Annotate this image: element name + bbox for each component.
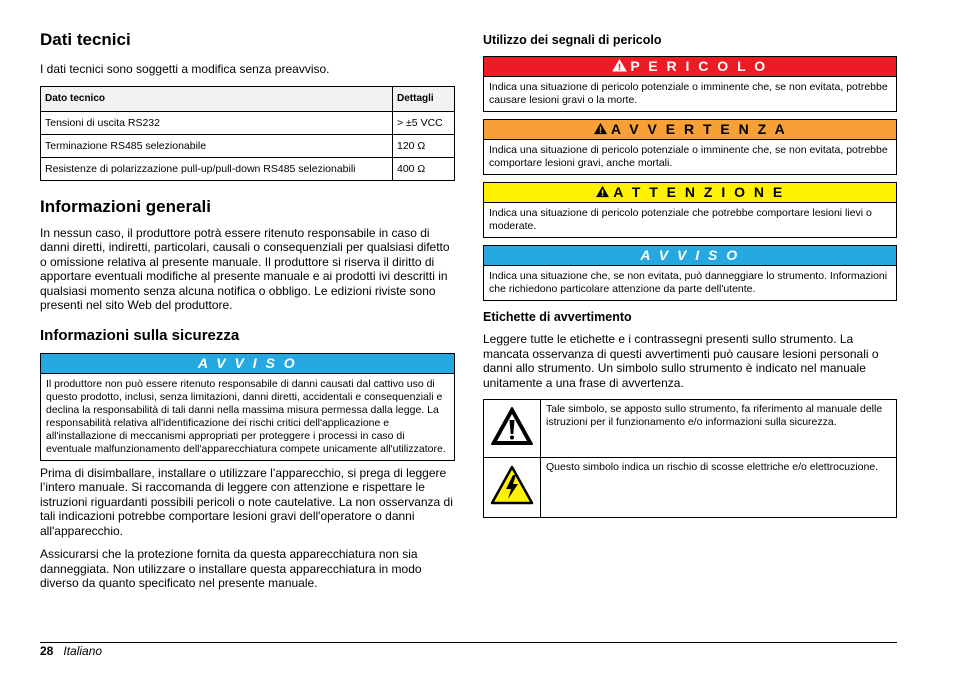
page-number: 28: [40, 644, 54, 658]
warning-header: [484, 120, 896, 140]
table-row: [41, 157, 455, 180]
notice-label-right: A V V I S O: [640, 247, 740, 263]
warning-labels-title: Etichette di avvertimento: [483, 310, 632, 324]
danger-label: P E R I C O L O: [630, 58, 768, 74]
spec-header-cell: Dato tecnico: [41, 86, 393, 111]
warning-labels-text: Leggere tutte le etichette e i contrassegni presenti sullo strumento. La mancata osservanza di questi avvertimenti può causare lesioni personali o danni allo strumento. Un simbolo sullo strumento è indicato nel manuale unitamente a una frase di avvertenza.: [483, 332, 879, 390]
table-row: [41, 134, 455, 157]
tech-specs-title: Dati tecnici: [40, 30, 131, 49]
symbol-icon-cell: [484, 458, 541, 518]
page-footer: [40, 644, 102, 658]
safety-info-title: Informazioni sulla sicurezza: [40, 326, 240, 344]
table-row: [484, 458, 897, 518]
footer-language: Italiano: [63, 644, 103, 658]
general-info-title: Informazioni generali: [40, 196, 211, 216]
symbol-description: Tale simbolo, se apposto sullo strumento, fa riferimento al manuale delle istruzioni per il funzionamento e/o informazioni sulla sicurezza.: [541, 400, 897, 458]
spec-table-header: [41, 86, 455, 111]
danger-text: Indica una situazione di pericolo potenziale o imminente che, se non evitata, potrebbe causare lesioni gravi o la morte.: [489, 81, 888, 106]
safety-paragraph-1: Prima di disimballare, installare o utilizzare l’apparecchio, si prega di leggere l’intero manuale. Si raccomanda di leggere con attenzione e rispettare le istruzioni riguardanti possibili pericoli o note cautelative. La non osservanza di tali indicazioni potrebbe comportare lesioni gravi dell'operatore o danni all'apparecchio.: [40, 465, 453, 538]
spec-cell: Resistenze di polarizzazione pull-up/pull-down RS485 selezionabili: [41, 157, 393, 180]
warning-text: Indica una situazione di pericolo potenziale o imminente che, se non evitata, potrebbe comportare lesioni gravi, anche mortali.: [489, 144, 888, 169]
caution-header: [484, 183, 896, 203]
spec-cell: > ±5 VCC: [393, 111, 455, 134]
notice-label: A V V I S O: [197, 354, 298, 371]
hazard-signals-title: Utilizzo dei segnali di pericolo: [483, 33, 662, 47]
spec-cell: Terminazione RS485 selezionabile: [41, 134, 393, 157]
safety-paragraph-2: Assicurarsi che la protezione fornita da questa apparecchiatura non sia danneggiata. Non utilizzare o installare questa apparecchiatura in modo diverso da quanto specificato nel presente manuale.: [40, 547, 422, 590]
table-row: [41, 111, 455, 134]
electric-shock-icon: [490, 465, 534, 505]
spec-cell: Tensioni di uscita RS232: [41, 111, 393, 134]
symbol-table: [483, 399, 897, 518]
warning-label: A V V E R T E N Z A: [610, 121, 788, 137]
symbol-description: Questo simbolo indica un rischio di scosse elettriche e/o elettrocuzione.: [541, 458, 897, 518]
table-row: [484, 400, 897, 458]
caution-box: [483, 182, 897, 238]
spec-table: [40, 86, 455, 181]
right-column: [483, 33, 897, 518]
warning-box: [483, 119, 897, 175]
notice-text: Il produttore non può essere ritenuto responsabile di danni causati dal cattivo uso di questo prodotto, inclusi, senza limitazioni, danni diretti, accidentali e consequenziali e declina la responsabilità di tali danni nella massima misura permessa dalla legge. La responsabilità relativa all'identificazione dei rischi critici dell'applicazione e all'installazione di meccanismi appropriati per proteggere i processi in caso di eventuale malfunzionamento dell'apparecchiatura compete unicamente all'utilizzatore.: [46, 377, 446, 455]
danger-header: [484, 57, 896, 77]
notice-header-right: [484, 246, 896, 266]
symbol-icon-cell: [484, 400, 541, 458]
caution-text: Indica una situazione di pericolo potenziale che potrebbe comportare lesioni lievi o moderate.: [489, 207, 872, 232]
warning-triangle-icon: [593, 122, 608, 135]
notice-box-right: [483, 245, 897, 301]
general-warning-icon: [490, 406, 534, 446]
notice-text-right: Indica una situazione che, se non evitata, può danneggiare lo strumento. Informazioni che richiedono particolare attenzione da parte dell'utente.: [489, 270, 888, 295]
warning-triangle-icon: [595, 185, 610, 198]
notice-box: [40, 353, 455, 461]
caution-label: A T T E N Z I O N E: [613, 184, 785, 200]
left-column: [40, 30, 455, 591]
spec-header-cell: Dettagli: [393, 86, 455, 111]
spec-cell: 120 Ω: [393, 134, 455, 157]
spec-cell: 400 Ω: [393, 157, 455, 180]
footer-divider: [40, 642, 897, 643]
danger-box: [483, 56, 897, 112]
tech-specs-intro: I dati tecnici sono soggetti a modifica senza preavviso.: [40, 62, 330, 76]
general-info-text: In nessun caso, il produttore potrà essere ritenuto responsabile in caso di danni diretti, indiretti, particolari, causali o consequenziali per qualsiasi difetto o omissione relativa al presente manuale. Il produttore si riserva il diritto di apportare eventuali modifiche al presente manuale e ai prodotti ivi descritti in qualsiasi momento senza alcuna notifica o obbligo. Le edizioni riviste sono presenti nel sito Web del produttore.: [40, 225, 450, 312]
notice-header: [41, 354, 454, 374]
warning-triangle-icon: [612, 59, 627, 72]
